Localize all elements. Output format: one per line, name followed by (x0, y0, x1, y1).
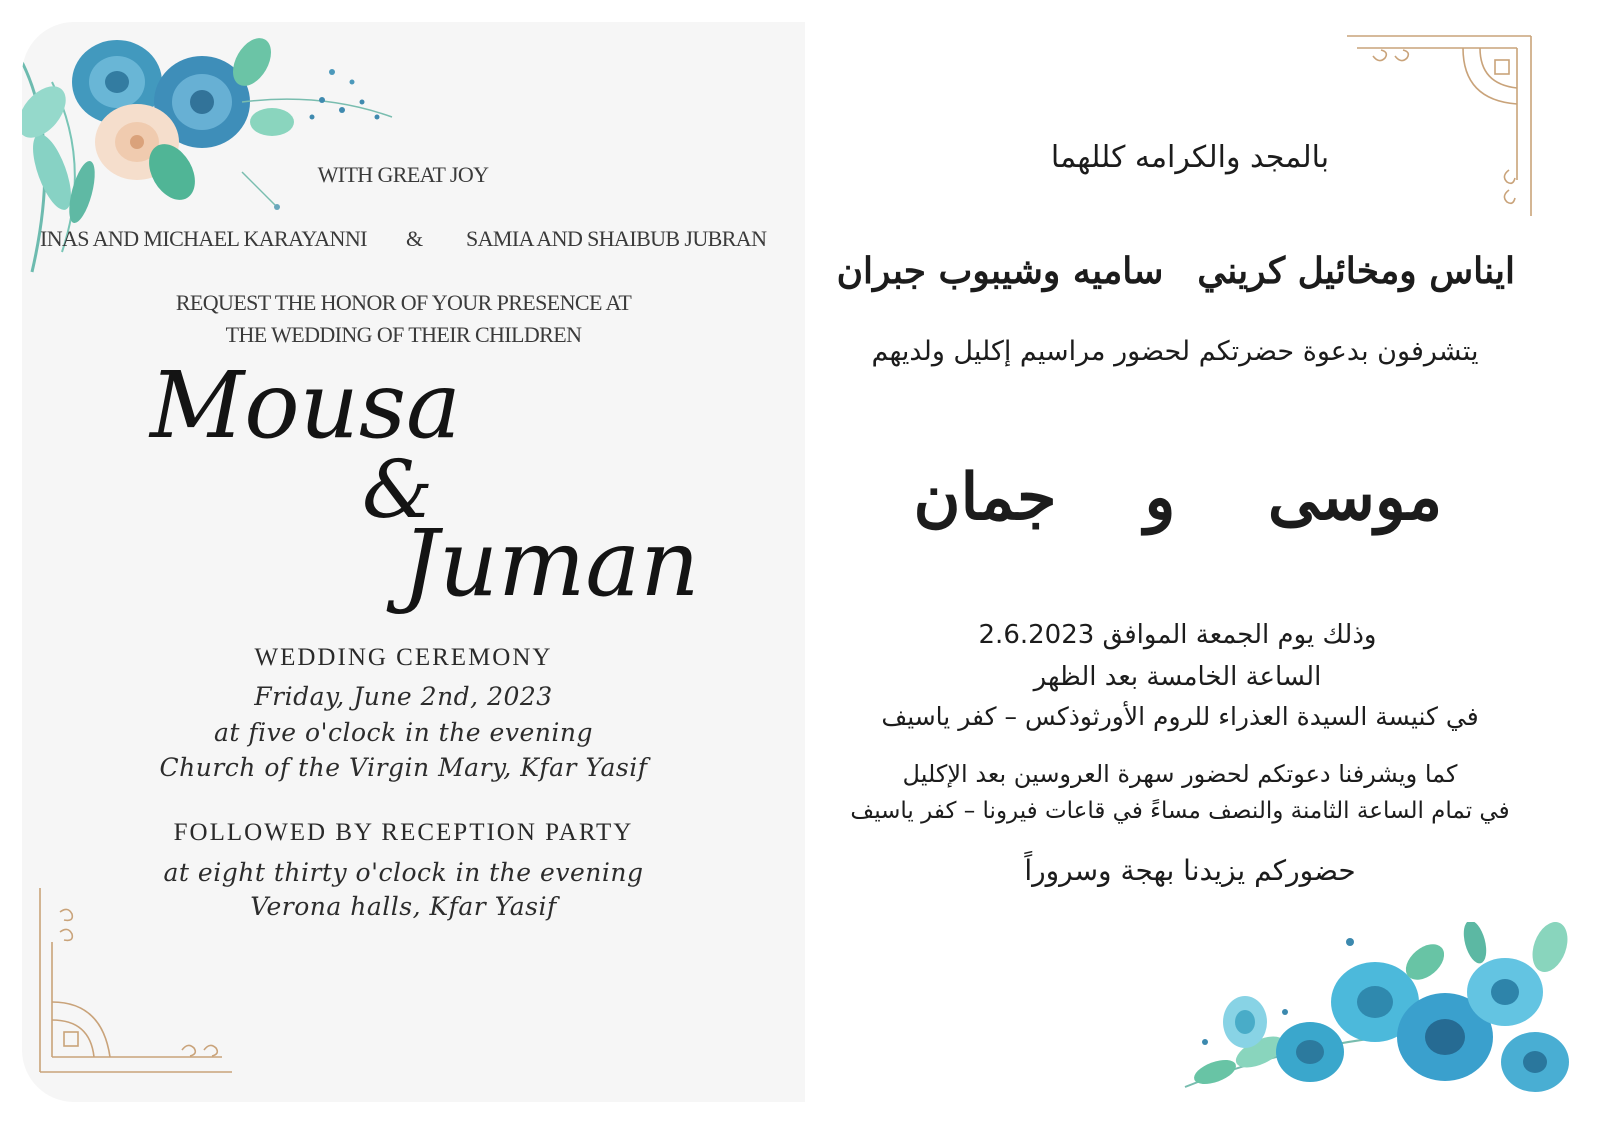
reception-time: at eight thirty o'clock in the evening (163, 858, 644, 887)
with-great-joy-text: WITH GREAT JOY (317, 162, 489, 187)
arabic-closing-line: حضوركم يزيدنا بهجة وسروراً (1024, 854, 1356, 887)
bride-name-script: Juman (402, 510, 700, 617)
arabic-invite-line: يتشرفون بدعوة حضرتكم لحضور مراسيم إكليل ولديهم (871, 336, 1479, 367)
floral-corner-bottom-right (1175, 922, 1575, 1102)
arabic-date-line: وذلك يوم الجمعة الموافق 2.6.2023 (978, 620, 1377, 650)
english-invitation-card (22, 22, 805, 1102)
arabic-reception-line-2: في تمام الساعة الثامنة والنصف مساءً في قاعات فيرونا – كفر ياسيف (850, 798, 1510, 824)
arabic-groom-name: موسى (1267, 460, 1443, 535)
groom-name-script: Mousa (150, 352, 461, 459)
request-line-2: THE WEDDING OF THEIR CHILDREN (225, 322, 582, 347)
families-ampersand: & (406, 226, 423, 251)
reception-place: Verona halls, Kfar Yasif (250, 892, 557, 921)
arabic-bride-name: جمان (913, 460, 1057, 535)
ceremony-title: WEDDING CEREMONY (254, 644, 553, 671)
reception-title: FOLLOWED BY RECEPTION PARTY (173, 819, 634, 846)
groom-parents-names: INAS AND MICHAEL KARAYANNI (40, 226, 367, 251)
arabic-bride-parents: ساميه وشيبوب جبران (836, 250, 1164, 292)
ceremony-time: at five o'clock in the evening (214, 718, 593, 747)
arabic-groom-parents: ايناس ومخائيل كريني (1197, 250, 1515, 292)
arabic-church-line: في كنيسة السيدة العذراء للروم الأورثوذكس – كفر ياسيف (881, 702, 1479, 731)
arabic-and-word: و (1144, 460, 1176, 535)
arabic-reception-line-1: كما ويشرفنا دعوتكم لحضور سهرة العروسين بعد الإكليل (902, 760, 1458, 788)
couple-ampersand-script: & (362, 443, 434, 536)
ceremony-date: Friday, June 2nd, 2023 (254, 682, 553, 711)
bride-parents-names: SAMIA AND SHAIBUB JUBRAN (466, 226, 767, 251)
arabic-greeting: بالمجد والكرامه كللهما (1050, 140, 1330, 175)
arabic-time-line: الساعة الخامسة بعد الظهر (1033, 662, 1322, 692)
gold-frame-top-right (1345, 30, 1535, 220)
ceremony-place: Church of the Virgin Mary, Kfar Yasif (159, 753, 648, 782)
arabic-invitation-card (805, 22, 1578, 1102)
request-line-1: REQUEST THE HONOR OF YOUR PRESENCE AT (175, 290, 632, 315)
